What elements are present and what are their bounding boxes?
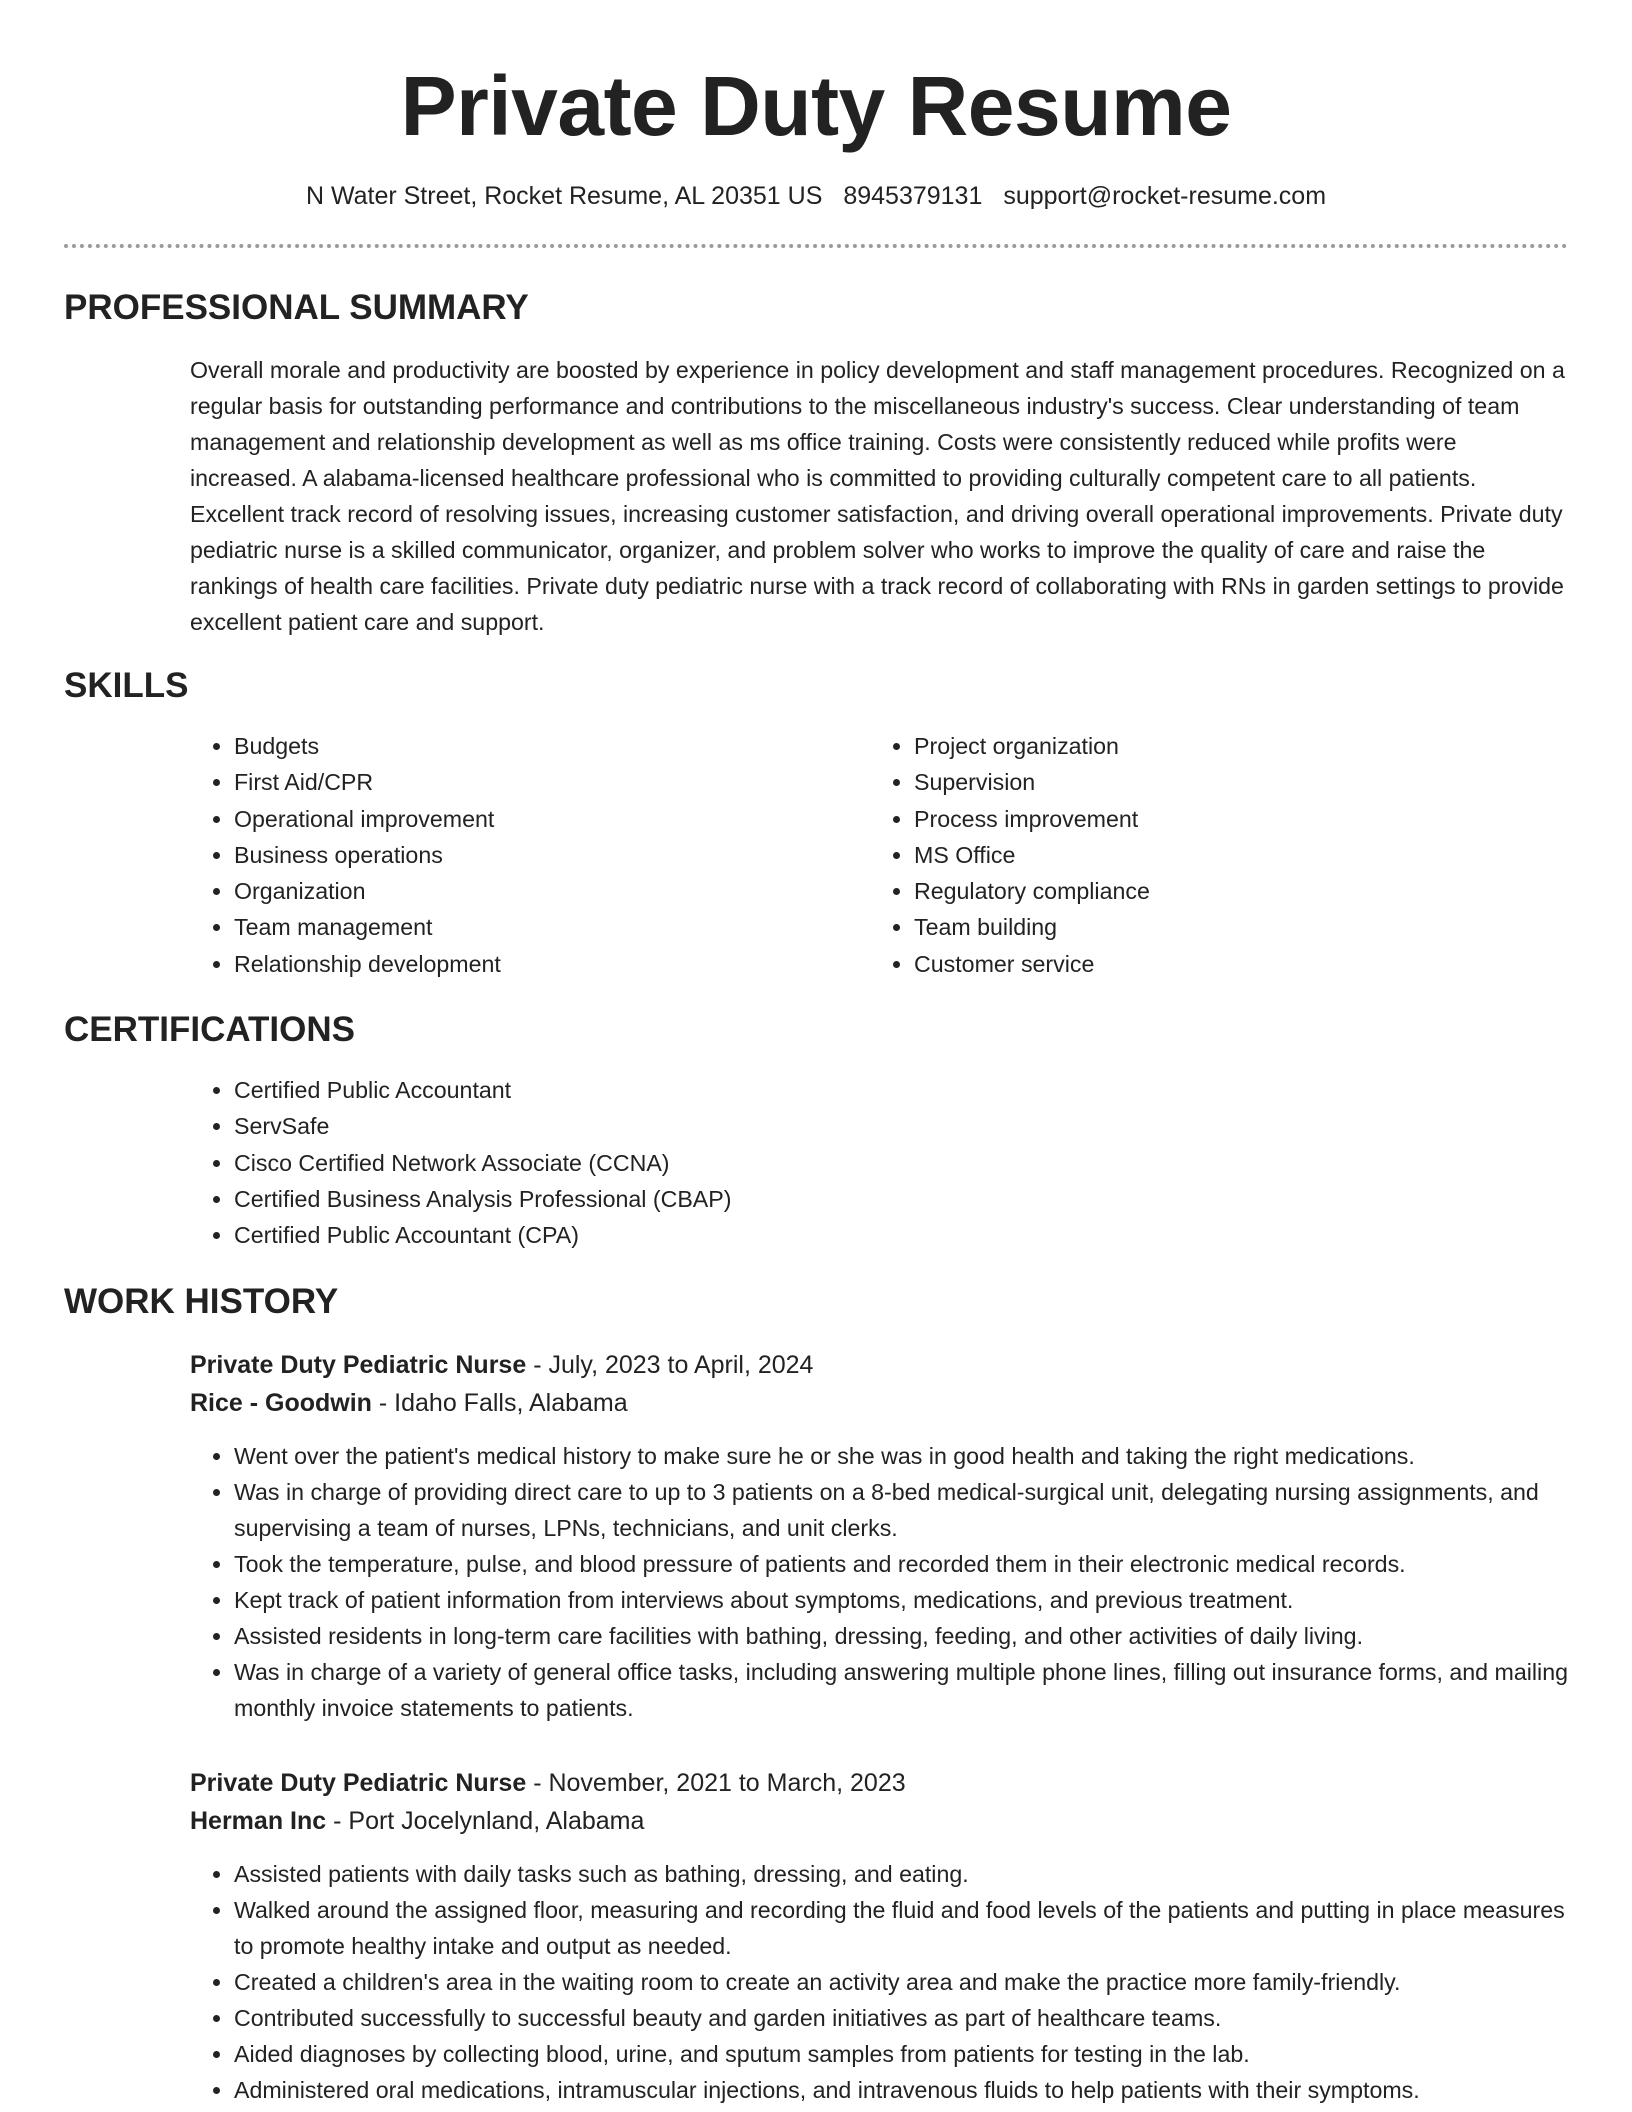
job-bullet: • Aided diagnoses by collecting blood, urine, and sputum samples from patients for testing in the lab.: [234, 2036, 1568, 2072]
skill-item: • First Aid/CPR: [234, 764, 870, 800]
skills-list: [190, 728, 1568, 982]
job-bullet: • Created a children's area in the waiting room to create an activity area and make the practice more family-friendly.: [234, 1964, 1568, 2000]
skills-column-right: [870, 728, 1568, 982]
job-location: - Idaho Falls, Alabama: [371, 1388, 628, 1417]
skill-item: • Project organization: [914, 728, 1568, 764]
job-bullet: • Was in charge of providing direct care to up to 3 patients on a 8-bed medical-surgical unit, delegating nursing assignments, and supervising a team of nurses, LPNs, technicians, and unit clerks.: [234, 1474, 1568, 1546]
contact-email: support@rocket-resume.com: [1003, 182, 1327, 210]
job-location: - Port Jocelynland, Alabama: [326, 1806, 645, 1835]
header-divider: [64, 244, 1568, 248]
job-title-line: [190, 1764, 1568, 1802]
job-employer-line: [190, 1802, 1568, 1840]
job-employer-line: [190, 1384, 1568, 1422]
skill-item: • MS Office: [914, 837, 1568, 873]
job-bullet: • Went over the patient's medical history to make sure he or she was in good health and taking the right medications.: [234, 1438, 1568, 1474]
certification-item: • Certified Business Analysis Professional (CBAP): [234, 1181, 1568, 1217]
contact-address: N Water Street, Rocket Resume, AL 20351 US: [305, 182, 823, 210]
job-bullet: • Was in charge of a variety of general office tasks, including answering multiple phone lines, filling out insurance forms, and mailing monthly invoice statements to patients.: [234, 1654, 1568, 1726]
job-bullets: [190, 1438, 1568, 1726]
job-bullets: [190, 1856, 1568, 2108]
job-role: Private Duty Pediatric Nurse: [190, 1350, 527, 1379]
skill-item: • Supervision: [914, 764, 1568, 800]
certification-item: • Cisco Certified Network Associate (CCNA): [234, 1145, 1568, 1181]
skill-item: • Relationship development: [234, 946, 870, 982]
job-company: Rice - Goodwin: [190, 1388, 372, 1417]
work-history-heading: WORK HISTORY: [64, 1281, 339, 1321]
certification-item: • Certified Public Accountant: [234, 1072, 1568, 1108]
contact-line: [64, 180, 1568, 212]
skill-item: • Organization: [234, 873, 870, 909]
job-bullet: • Contributed successfully to successful beauty and garden initiatives as part of healthcare teams.: [234, 2000, 1568, 2036]
summary-heading: PROFESSIONAL SUMMARY: [64, 288, 529, 327]
job-bullet: • Walked around the assigned floor, measuring and recording the fluid and food levels of the patients and putting in place measures to promote healthy intake and output as needed.: [234, 1892, 1568, 1964]
skill-item: • Team management: [234, 909, 870, 945]
certifications-heading: CERTIFICATIONS: [64, 1010, 356, 1050]
job-entry: [190, 1764, 1568, 2108]
job-bullet: • Took the temperature, pulse, and blood pressure of patients and recorded them in their electronic medical records.: [234, 1546, 1568, 1582]
job-bullet: • Kept track of patient information from interviews about symptoms, medications, and previous treatment.: [234, 1582, 1568, 1618]
job-role: Private Duty Pediatric Nurse: [190, 1768, 527, 1797]
job-dates: - July, 2023 to April, 2024: [526, 1350, 814, 1379]
skills-column-left: [190, 728, 870, 982]
skill-item: • Regulatory compliance: [914, 873, 1568, 909]
skill-item: • Team building: [914, 909, 1568, 945]
skill-item: • Customer service: [914, 946, 1568, 982]
certifications-list: [190, 1072, 1568, 1253]
skill-item: • Business operations: [234, 837, 870, 873]
skill-item: • Process improvement: [914, 801, 1568, 837]
skill-item: • Operational improvement: [234, 801, 870, 837]
resume-page: [64, 0, 1568, 2108]
job-entry: [190, 1346, 1568, 1726]
job-dates: - November, 2021 to March, 2023: [526, 1768, 906, 1797]
job-title-line: [190, 1346, 1568, 1384]
skill-item: • Budgets: [234, 728, 870, 764]
certification-item: • Certified Public Accountant (CPA): [234, 1217, 1568, 1253]
contact-phone: 8945379131: [843, 182, 983, 210]
job-company: Herman Inc: [190, 1806, 327, 1835]
skills-heading: SKILLS: [64, 666, 189, 705]
summary-text: Overall morale and productivity are boosted by experience in policy development and staff management procedures. Recognized on a regular basis for outstanding performance and contributions to the miscellaneous industry's success. Clear understanding of team management and relationship development as well as ms office training. Costs were consistently reduced while profits were increased. A alabama-licensed healthcare professional who is committed to providing culturally competent care to all patients. Excellent track record of resolving issues, increasing customer satisfaction, and driving overall operational improvements. Private duty pediatric nurse is a skilled communicator, organizer, and problem solver who works to improve the quality of care and raise the rankings of health care facilities. Private duty pediatric nurse with a track record of collaborating with RNs in garden settings to provide excellent patient care and support.: [190, 357, 1565, 635]
job-bullet: • Assisted patients with daily tasks such as bathing, dressing, and eating.: [234, 1856, 1568, 1892]
resume-title: Private Duty Resume: [400, 59, 1232, 153]
certification-item: • ServSafe: [234, 1108, 1568, 1144]
job-bullet: • Administered oral medications, intramuscular injections, and intravenous fluids to help patients with their symptoms.: [234, 2072, 1568, 2108]
job-bullet: • Assisted residents in long-term care facilities with bathing, dressing, feeding, and other activities of daily living.: [234, 1618, 1568, 1654]
